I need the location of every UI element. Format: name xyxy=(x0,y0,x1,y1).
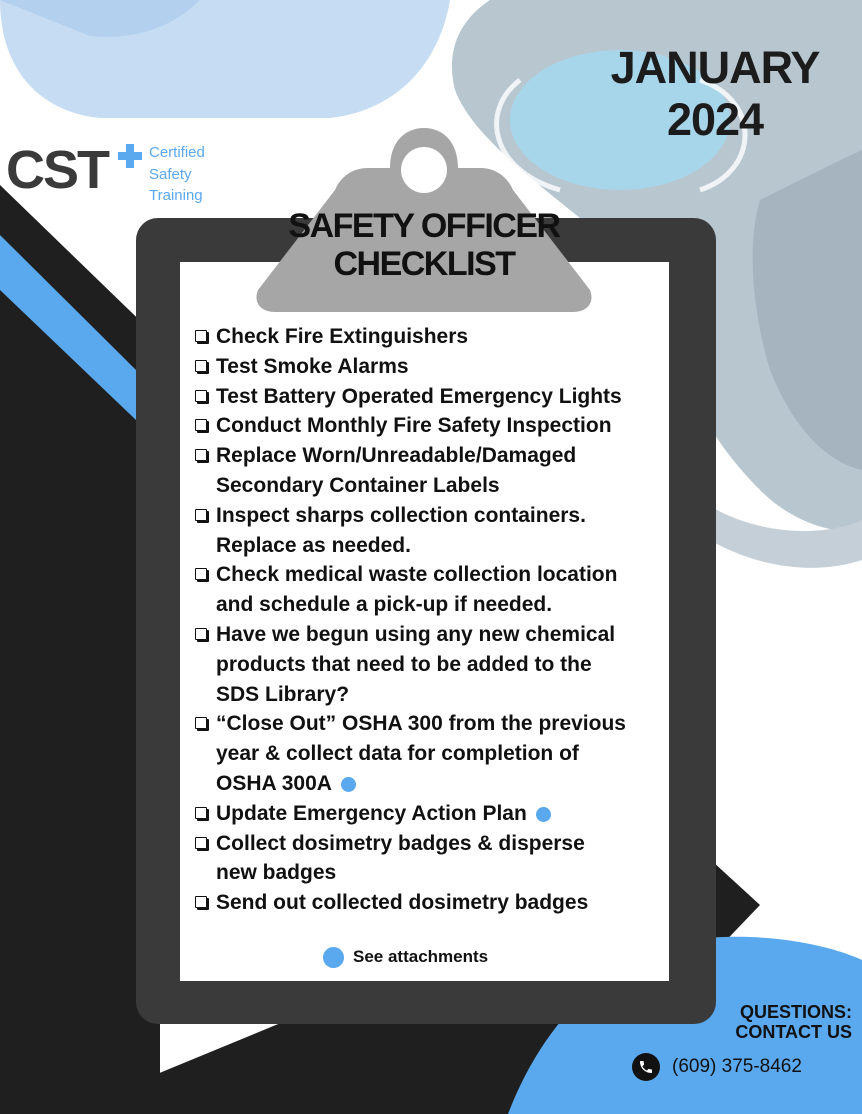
checklist xyxy=(194,322,669,918)
logo-acronym: CST xyxy=(6,140,108,200)
phone-number[interactable]: (609) 375-8462 xyxy=(672,1056,802,1077)
checkbox-icon[interactable] xyxy=(195,330,207,342)
checklist-item[interactable] xyxy=(194,560,669,620)
attachment-dot-icon xyxy=(323,947,344,968)
attachments-legend xyxy=(323,945,488,969)
checklist-item-text: Test Smoke Alarms xyxy=(216,354,409,378)
phone-contact[interactable] xyxy=(632,1053,802,1081)
checkbox-icon[interactable] xyxy=(195,628,207,640)
title-line: CHECKLIST xyxy=(333,245,515,283)
checkbox-icon[interactable] xyxy=(195,837,207,849)
checklist-item[interactable] xyxy=(194,829,669,889)
checklist-item-text: Check Fire Extinguishers xyxy=(216,325,469,348)
checklist-item-text: Update Emergency Action Plan xyxy=(216,801,527,825)
checklist-item[interactable] xyxy=(194,441,669,501)
checklist-item[interactable] xyxy=(194,382,669,412)
attachment-dot-icon xyxy=(536,807,551,822)
checkbox-icon[interactable] xyxy=(195,449,207,461)
page-title xyxy=(255,207,593,283)
checkbox-icon[interactable] xyxy=(195,717,207,729)
checklist-item-text: Have we begun using any new chemical products that need to be added to the SDS Library? xyxy=(216,622,616,706)
checklist-item[interactable] xyxy=(194,411,669,441)
contact-us-text: CONTACT US xyxy=(735,1022,852,1042)
plus-icon xyxy=(118,144,142,168)
checkbox-icon[interactable] xyxy=(195,509,207,521)
contact-heading xyxy=(700,1002,852,1042)
checklist-item[interactable] xyxy=(194,888,669,918)
checklist-item-text: Inspect sharps collection containers. Replace as needed. xyxy=(216,503,586,557)
checklist-item-text: Conduct Monthly Fire Safety Inspection xyxy=(216,414,612,438)
checklist-item-text: Check medical waste collection location and schedule a pick-up if needed. xyxy=(216,563,618,617)
legend-text: See attachments xyxy=(353,947,489,966)
checkbox-icon[interactable] xyxy=(195,419,207,431)
month-text: JANUARY xyxy=(610,42,820,93)
checklist-item-text: Send out collected dosimetry badges xyxy=(216,891,589,915)
checklist-item[interactable] xyxy=(194,620,669,709)
checklist-item-text: Test Battery Operated Emergency Lights xyxy=(216,384,622,408)
checkbox-icon[interactable] xyxy=(195,390,207,402)
logo-word: Safety xyxy=(149,165,192,183)
checklist-item[interactable] xyxy=(194,501,669,561)
title-line: SAFETY OFFICER xyxy=(288,207,560,245)
checklist-item-text: Replace Worn/Unreadable/Damaged Secondary Container Labels xyxy=(216,444,577,497)
checklist-item[interactable] xyxy=(194,799,669,829)
checkbox-icon[interactable] xyxy=(195,807,207,819)
logo-words xyxy=(149,142,205,207)
checkbox-icon[interactable] xyxy=(195,568,207,580)
questions-text: QUESTIONS: xyxy=(739,1002,852,1022)
checkbox-icon[interactable] xyxy=(195,360,207,372)
checkbox-icon[interactable] xyxy=(195,896,207,908)
attachment-dot-icon xyxy=(341,777,356,792)
checklist-item[interactable] xyxy=(194,322,669,352)
checklist-item-text: Collect dosimetry badges & disperse new badges xyxy=(216,831,585,885)
checklist-item[interactable] xyxy=(194,352,669,382)
year-text: 2024 xyxy=(666,94,764,145)
cst-logo xyxy=(6,140,236,210)
phone-icon xyxy=(632,1053,660,1081)
checklist-item-text: “Close Out” OSHA 300 from the previous year & collect data for completion of OSHA 300A xyxy=(216,712,626,795)
date-heading xyxy=(590,42,840,146)
logo-word: Training xyxy=(149,187,203,204)
logo-word: Certified xyxy=(149,144,205,161)
checklist-item[interactable] xyxy=(194,709,669,798)
